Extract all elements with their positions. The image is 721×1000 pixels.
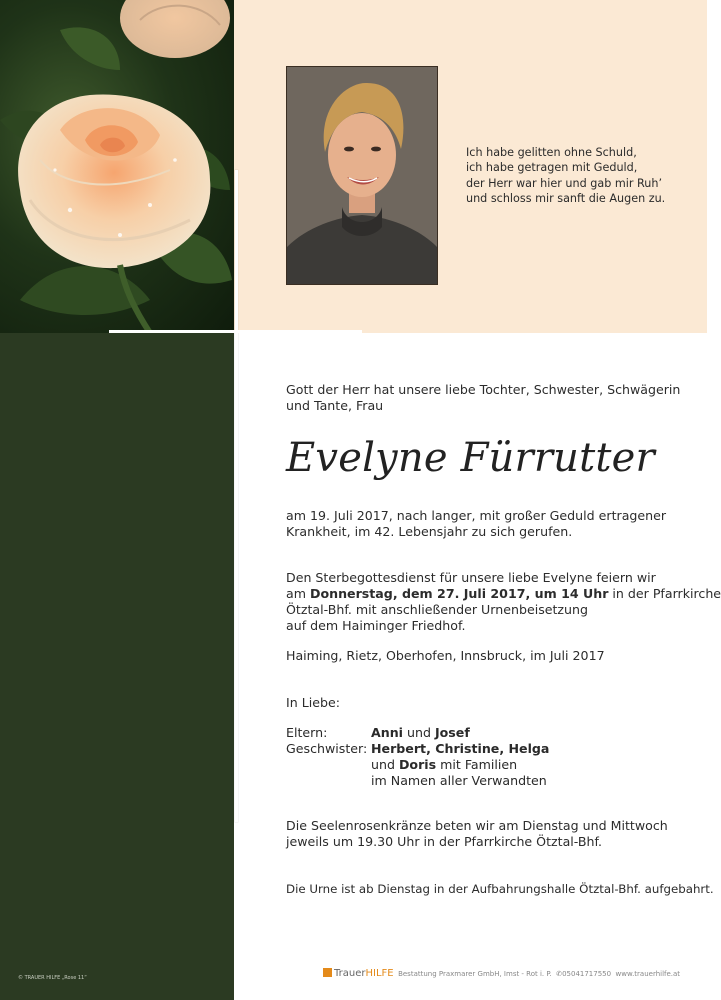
service-date: Donnerstag, dem 27. Juli 2017, um 14 Uhr bbox=[310, 586, 609, 601]
poem bbox=[466, 145, 696, 207]
portrait-photo bbox=[286, 66, 438, 285]
service-line: auf dem Haiminger Friedhof. bbox=[286, 618, 466, 633]
place-date-line: Haiming, Rietz, Oberhofen, Innsbruck, im Juli 2017 bbox=[286, 648, 605, 663]
footer-copyright: © TRAUER HILFE „Rose 11“ bbox=[18, 975, 87, 981]
death-notice-line: Krankheit, im 42. Lebensjahr zu sich gerufen. bbox=[286, 524, 573, 539]
left-dark-panel bbox=[0, 333, 234, 1000]
with-families: mit Familien bbox=[436, 757, 518, 772]
death-notice-line: am 19. Juli 2017, nach langer, mit großer Geduld ertragener bbox=[286, 508, 667, 523]
intro-line: und Tante, Frau bbox=[286, 398, 384, 413]
death-notice bbox=[286, 508, 666, 540]
service-text: am bbox=[286, 586, 310, 601]
place-date bbox=[286, 648, 605, 664]
rosary-info bbox=[286, 818, 668, 850]
rose-illustration bbox=[0, 0, 234, 333]
poem-line: der Herr war hier und gab mir Ruh’ bbox=[466, 176, 663, 190]
service-info bbox=[286, 570, 721, 634]
service-line bbox=[286, 586, 721, 602]
website-link[interactable]: www.trauerhilfe.at bbox=[615, 970, 681, 978]
service-line: Ötztal-Bhf. mit anschließender Urnenbeisetzung bbox=[286, 602, 589, 617]
footer-imprint bbox=[323, 968, 680, 979]
conjunction: und bbox=[403, 725, 435, 740]
cross-horizontal-bar bbox=[109, 330, 362, 333]
relatives-line: im Namen aller Verwandten bbox=[371, 773, 547, 788]
trauerhilfe-logo-icon bbox=[323, 968, 332, 977]
in-love-heading bbox=[286, 695, 340, 711]
siblings-last bbox=[371, 757, 517, 773]
service-line: Den Sterbegottesdienst für unsere liebe Evelyne feiern wir bbox=[286, 570, 656, 585]
brand-part: HILFE bbox=[365, 968, 394, 979]
poem-line: und schloss mir sanft die Augen zu. bbox=[466, 192, 666, 206]
rosary-line: jeweils um 19.30 Uhr in der Pfarrkirche Ötztal-Bhf. bbox=[286, 834, 603, 849]
phone-icon: ✆ bbox=[556, 970, 563, 978]
in-love-text: In Liebe: bbox=[286, 695, 340, 710]
parent-name: Josef bbox=[434, 725, 470, 740]
parents-names bbox=[371, 725, 470, 741]
rose-photo bbox=[0, 0, 234, 333]
urn-info bbox=[286, 881, 714, 897]
poem-line: Ich habe gelitten ohne Schuld, bbox=[466, 146, 637, 159]
sibling-name: Doris bbox=[398, 757, 437, 772]
cross-vertical-bar bbox=[235, 170, 238, 822]
poem-line: ich habe getragen mit Geduld, bbox=[466, 161, 638, 175]
company-name: Bestattung Praxmarer GmbH, Imst - Rot i. P. bbox=[398, 970, 552, 978]
conjunction: und bbox=[371, 757, 399, 772]
siblings-names: Herbert, Christine, Helga bbox=[371, 741, 550, 756]
brand-part: Trauer bbox=[334, 968, 366, 979]
parent-name: Anni bbox=[371, 725, 403, 740]
parents-label: Eltern: bbox=[286, 725, 328, 740]
intro-line: Gott der Herr hat unsere liebe Tochter, Schwester, Schwägerin bbox=[286, 382, 681, 397]
intro-text bbox=[286, 382, 680, 414]
rosary-line: Die Seelenrosenkränze beten wir am Dienstag und Mittwoch bbox=[286, 818, 668, 833]
brand-name bbox=[334, 968, 394, 979]
portrait-illustration bbox=[287, 67, 437, 284]
phone-number: 05041717550 bbox=[562, 970, 612, 978]
service-text: in der Pfarrkirche bbox=[608, 586, 721, 601]
deceased-name: Evelyne Fürrutter bbox=[286, 435, 655, 481]
siblings-label: Geschwister: bbox=[286, 741, 368, 756]
urn-line: Die Urne ist ab Dienstag in der Aufbahrungshalle Ötztal-Bhf. aufgebahrt. bbox=[286, 882, 714, 896]
